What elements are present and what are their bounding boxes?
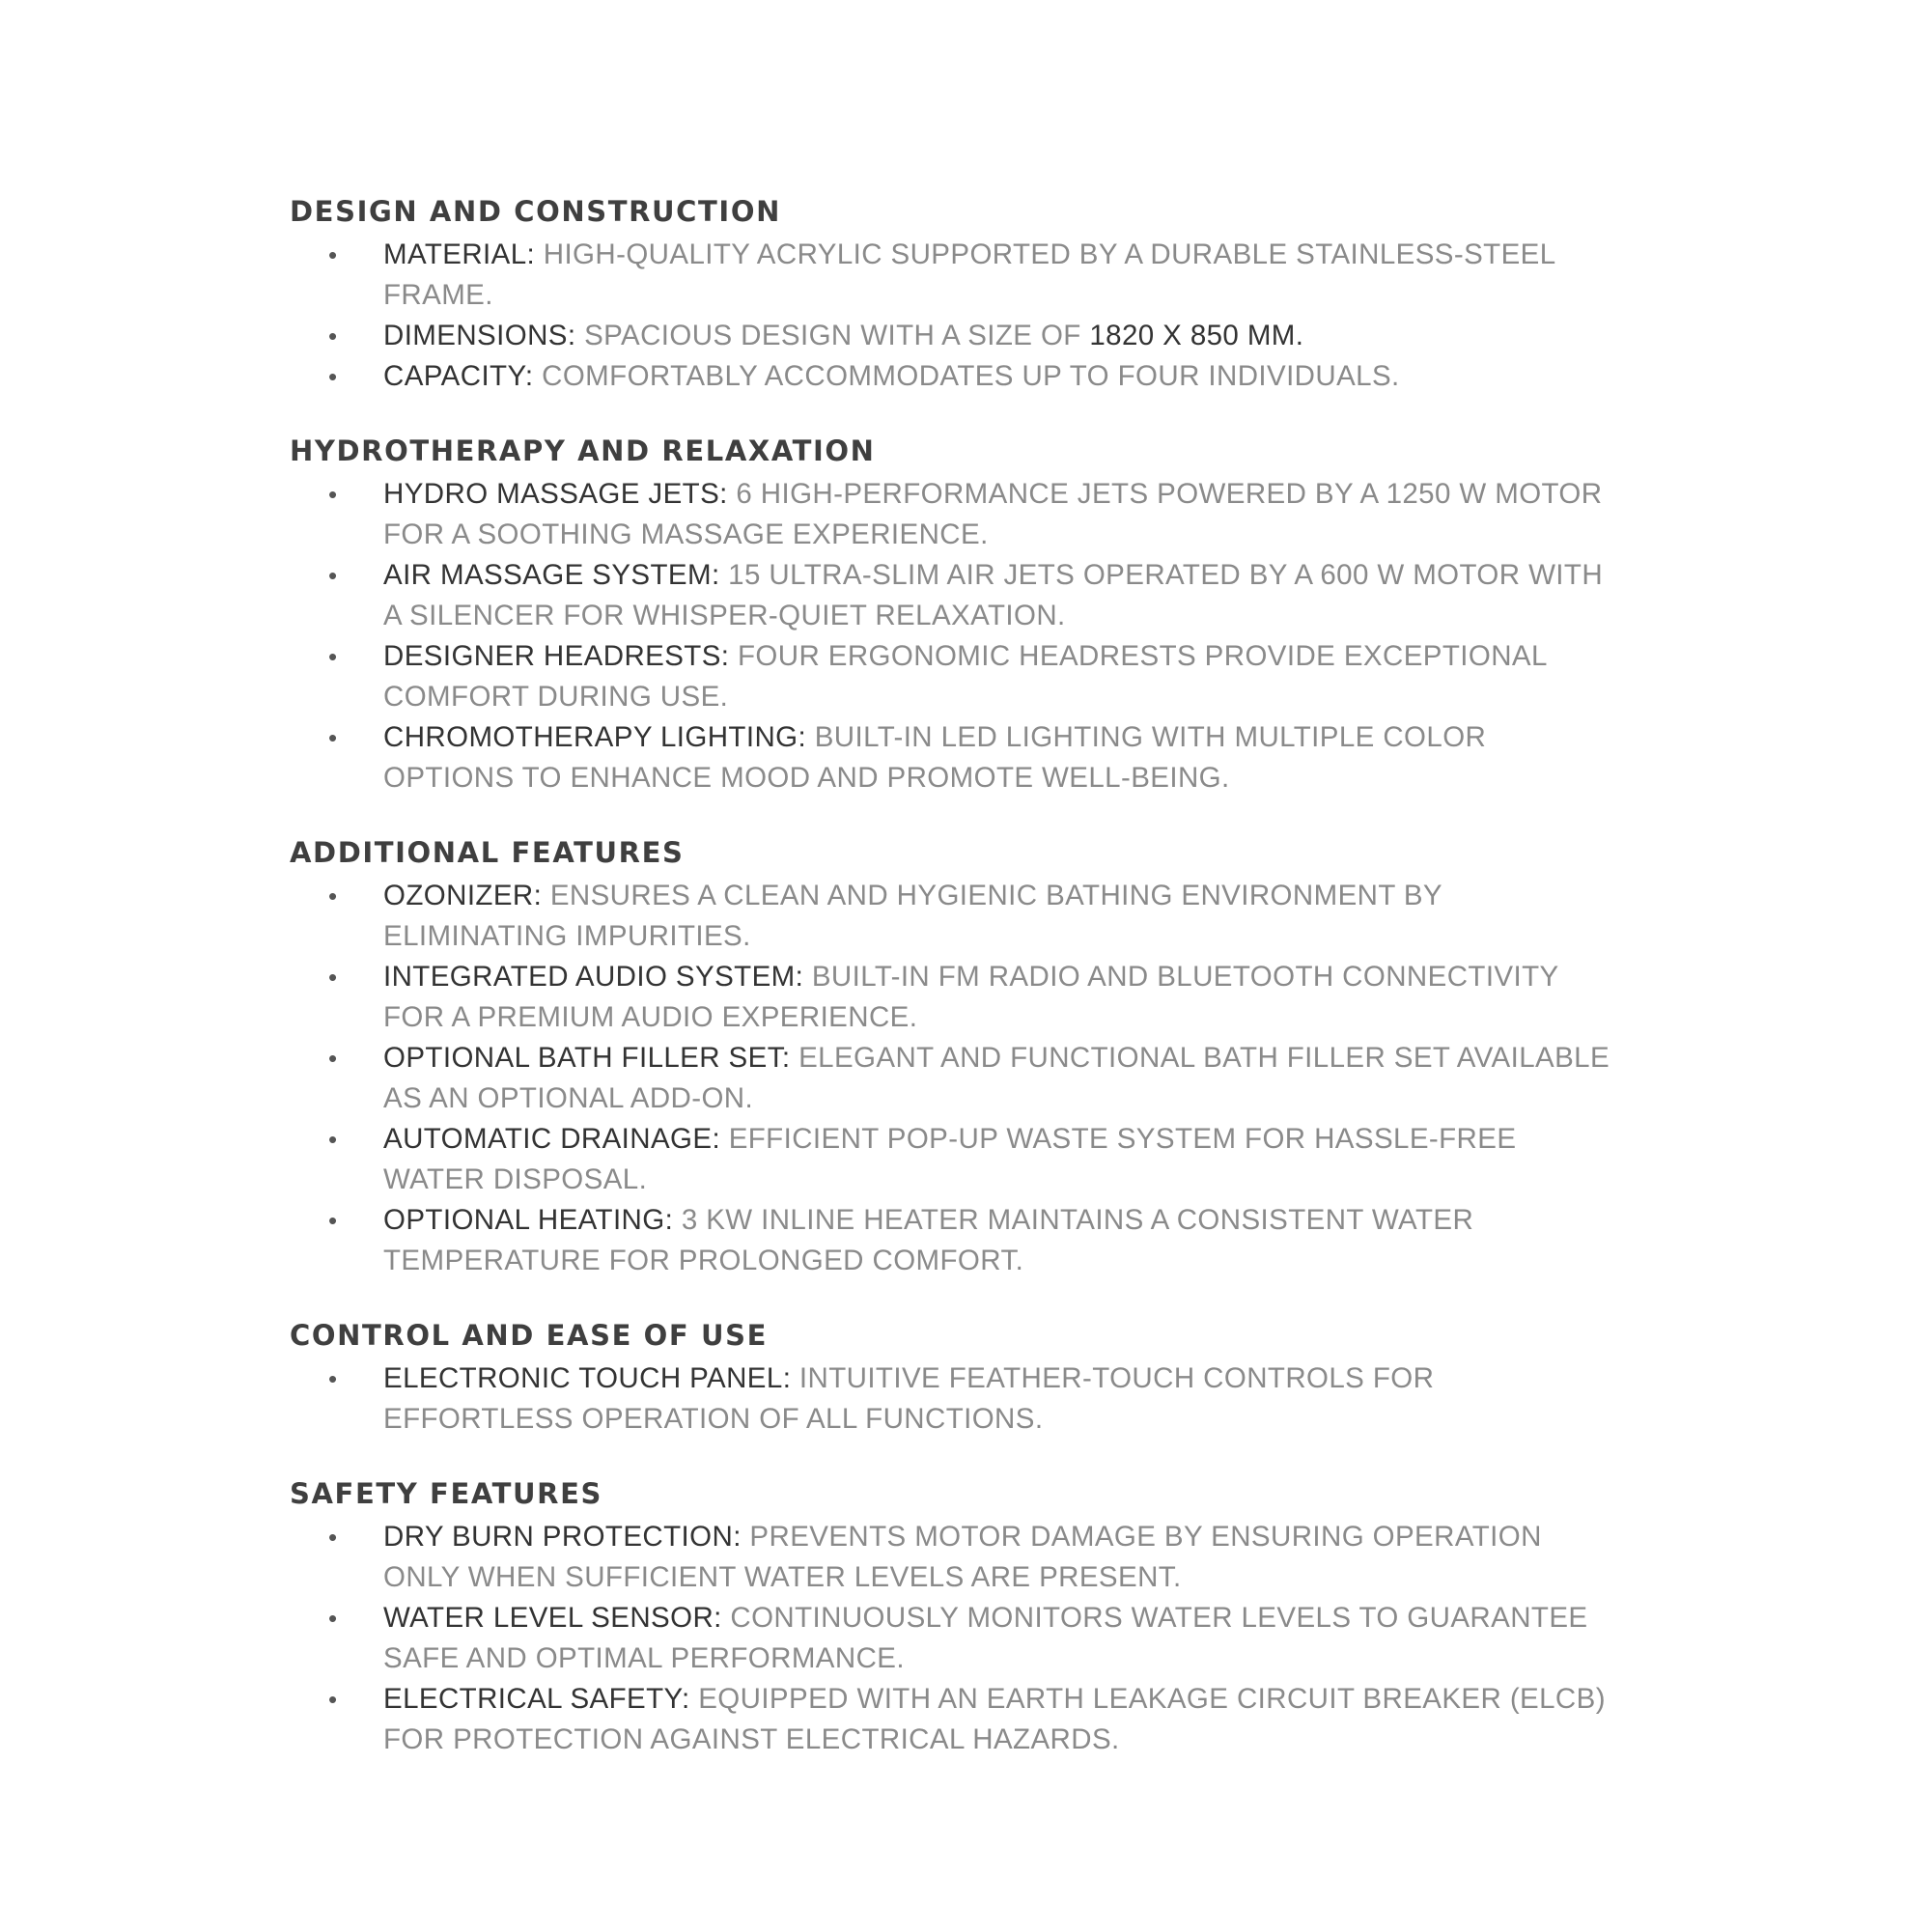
bullet-icon: • — [328, 882, 338, 910]
spec-document — [290, 196, 1622, 1799]
item-text: EQUIPPED WITH AN EARTH LEAKAGE CIRCUIT BREAKER (ELCB) FOR PROTECTION AGAINST ELECTRICAL HAZARDS. — [383, 1683, 1606, 1755]
item-separator: : — [733, 1521, 742, 1553]
bullet-icon: • — [328, 1685, 338, 1714]
item-label: OPTIONAL BATH FILLER SET — [383, 1042, 782, 1074]
item-text-tail: . — [1295, 320, 1304, 351]
bullet-icon: • — [328, 561, 338, 590]
list-item — [290, 1598, 1622, 1679]
item-label: ELECTRONIC TOUCH PANEL — [383, 1362, 783, 1394]
item-separator: : — [720, 640, 730, 672]
item-label: OZONIZER — [383, 880, 534, 911]
section-heading: HYDROTHERAPY AND RELAXATION — [290, 434, 876, 467]
bullet-icon: • — [328, 1206, 338, 1235]
item-label: INTEGRATED AUDIO SYSTEM — [383, 961, 796, 993]
item-label: DESIGNER HEADRESTS — [383, 640, 721, 672]
item-separator: : — [798, 721, 807, 753]
section-heading: DESIGN AND CONSTRUCTION — [290, 195, 781, 228]
bullet-icon: • — [328, 240, 338, 269]
item-separator: : — [524, 360, 534, 392]
item-label: MATERIAL — [383, 238, 527, 270]
item-text: 6 HIGH-PERFORMANCE JETS POWERED BY A 1250 W MOTOR FOR A SOOTHING MASSAGE EXPERIENCE. — [383, 478, 1603, 550]
bullet-icon: • — [328, 480, 338, 509]
item-separator: : — [795, 961, 804, 993]
list-item — [290, 957, 1622, 1038]
item-text: 3 KW INLINE HEATER MAINTAINS A CONSISTENT WATER TEMPERATURE FOR PROLONGED COMFORT. — [383, 1204, 1474, 1276]
bullet-icon: • — [328, 1364, 338, 1393]
item-text: HIGH-QUALITY ACRYLIC SUPPORTED BY A DURABLE STAINLESS-STEEL FRAME. — [383, 238, 1555, 311]
bullet-icon: • — [328, 642, 338, 671]
bullet-icon: • — [328, 1523, 338, 1552]
item-separator: : — [526, 238, 536, 270]
bullet-icon: • — [328, 963, 338, 992]
section-design-and-construction — [290, 196, 1622, 397]
list-item — [290, 1679, 1622, 1760]
bullet-icon: • — [328, 1604, 338, 1633]
feature-list — [290, 876, 1622, 1281]
section-hydrotherapy-and-relaxation — [290, 435, 1622, 798]
list-item — [290, 1358, 1622, 1440]
item-label: AUTOMATIC DRAINAGE — [383, 1123, 713, 1155]
item-separator: : — [714, 1602, 722, 1634]
item-separator: : — [719, 478, 728, 510]
item-dimensions-value: 1820 X 850 MM — [1089, 320, 1296, 351]
bullet-icon: • — [328, 1125, 338, 1154]
list-item — [290, 876, 1622, 957]
item-text: PREVENTS MOTOR DAMAGE BY ENSURING OPERATION ONLY WHEN SUFFICIENT WATER LEVELS ARE PRESENT. — [383, 1521, 1542, 1593]
item-text: INTUITIVE FEATHER-TOUCH CONTROLS FOR EFFORTLESS OPERATION OF ALL FUNCTIONS. — [383, 1362, 1435, 1435]
item-separator: : — [782, 1362, 792, 1394]
bullet-icon: • — [328, 1044, 338, 1073]
section-control-and-ease-of-use — [290, 1320, 1622, 1440]
item-label: CAPACITY — [383, 360, 525, 392]
item-separator: : — [781, 1042, 791, 1074]
list-item — [290, 316, 1622, 356]
item-label: DIMENSIONS — [383, 320, 568, 351]
item-label: AIR MASSAGE SYSTEM — [383, 559, 712, 591]
item-separator: : — [711, 559, 720, 591]
item-separator: : — [567, 320, 576, 351]
list-item — [290, 1200, 1622, 1281]
section-heading: SAFETY FEATURES — [290, 1477, 602, 1510]
section-safety-features — [290, 1478, 1622, 1760]
list-item — [290, 636, 1622, 717]
bullet-icon: • — [328, 322, 338, 350]
item-label: ELECTRICAL SAFETY — [383, 1683, 682, 1715]
list-item — [290, 235, 1622, 316]
list-item — [290, 717, 1622, 798]
item-label: OPTIONAL HEATING — [383, 1204, 665, 1236]
item-label: DRY BURN PROTECTION — [383, 1521, 734, 1553]
list-item — [290, 474, 1622, 555]
item-text: BUILT-IN LED LIGHTING WITH MULTIPLE COLOR OPTIONS TO ENHANCE MOOD AND PROMOTE WELL-BEING. — [383, 721, 1487, 794]
list-item — [290, 1038, 1622, 1119]
item-text: CONTINUOUSLY MONITORS WATER LEVELS TO GUARANTEE SAFE AND OPTIMAL PERFORMANCE. — [383, 1602, 1588, 1674]
section-heading: ADDITIONAL FEATURES — [290, 836, 685, 869]
item-separator: : — [712, 1123, 721, 1155]
feature-list — [290, 1358, 1622, 1440]
item-separator: : — [664, 1204, 674, 1236]
item-text: EFFICIENT POP-UP WASTE SYSTEM FOR HASSLE-FREE WATER DISPOSAL. — [383, 1123, 1517, 1195]
item-text: ENSURES A CLEAN AND HYGIENIC BATHING ENVIRONMENT BY ELIMINATING IMPURITIES. — [383, 880, 1442, 952]
list-item — [290, 356, 1622, 397]
item-label: HYDRO MASSAGE JETS — [383, 478, 720, 510]
list-item — [290, 1517, 1622, 1598]
item-text: ELEGANT AND FUNCTIONAL BATH FILLER SET AVAILABLE AS AN OPTIONAL ADD-ON. — [383, 1042, 1610, 1114]
bullet-icon: • — [328, 362, 338, 391]
item-text: SPACIOUS DESIGN WITH A SIZE OF — [575, 320, 1090, 351]
list-item — [290, 1119, 1622, 1200]
item-label: WATER LEVEL SENSOR — [383, 1602, 714, 1634]
feature-list — [290, 1517, 1622, 1760]
list-item — [290, 555, 1622, 636]
section-heading: CONTROL AND EASE OF USE — [290, 1319, 769, 1352]
feature-list — [290, 474, 1622, 798]
item-label: CHROMOTHERAPY LIGHTING — [383, 721, 798, 753]
feature-list — [290, 235, 1622, 397]
item-text: COMFORTABLY ACCOMMODATES UP TO FOUR INDIVIDUALS. — [533, 360, 1400, 392]
item-text: 15 ULTRA-SLIM AIR JETS OPERATED BY A 600 W MOTOR WITH A SILENCER FOR WHISPER-QUIET RELAXATION. — [383, 559, 1604, 631]
item-separator: : — [533, 880, 543, 911]
item-text: BUILT-IN FM RADIO AND BLUETOOTH CONNECTIVITY FOR A PREMIUM AUDIO EXPERIENCE. — [383, 961, 1559, 1033]
item-text: FOUR ERGONOMIC HEADRESTS PROVIDE EXCEPTIONAL COMFORT DURING USE. — [383, 640, 1547, 713]
item-separator: : — [682, 1683, 690, 1715]
section-additional-features — [290, 837, 1622, 1281]
bullet-icon: • — [328, 723, 338, 752]
